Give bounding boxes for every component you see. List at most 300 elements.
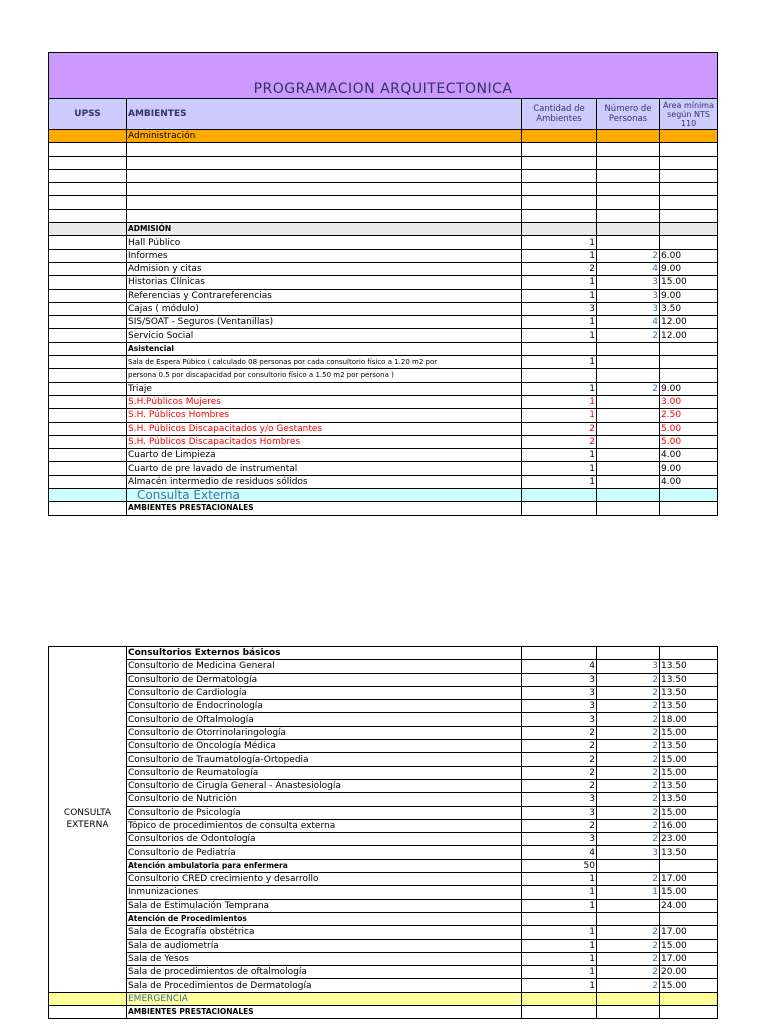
table-row bbox=[49, 753, 718, 766]
area-cell: 13.50 bbox=[660, 700, 718, 713]
ambiente-cell: Consultorio de Cirugía General - Anastesiología bbox=[127, 779, 522, 792]
ambiente-cell: Historias Clínicas bbox=[127, 276, 522, 289]
area-cell: 17.00 bbox=[660, 926, 718, 939]
upss-cell: CONSULTA EXTERNA bbox=[49, 647, 127, 993]
ambiente-cell: Tópico de procedimientos de consulta externa bbox=[127, 819, 522, 832]
area-cell: 24.00 bbox=[660, 899, 718, 912]
area-cell: 6.00 bbox=[660, 249, 718, 262]
personas-cell bbox=[597, 475, 660, 488]
upss-cell bbox=[49, 462, 127, 475]
cantidad-cell bbox=[522, 196, 597, 209]
cantidad-cell: 1 bbox=[522, 952, 597, 965]
ambiente-cell: Consultorio de Oncología Médica bbox=[127, 740, 522, 753]
personas-cell: 2 bbox=[597, 766, 660, 779]
table-row bbox=[49, 686, 718, 699]
area-cell: 17.00 bbox=[660, 952, 718, 965]
personas-cell bbox=[597, 236, 660, 249]
area-cell bbox=[660, 183, 718, 196]
cantidad-cell bbox=[522, 169, 597, 182]
table-row bbox=[49, 766, 718, 779]
table-row bbox=[49, 262, 718, 275]
upss-cell bbox=[49, 422, 127, 435]
personas-cell: 3 bbox=[597, 289, 660, 302]
upss-cell bbox=[49, 289, 127, 302]
personas-cell: 2 bbox=[597, 249, 660, 262]
cantidad-cell: 3 bbox=[522, 673, 597, 686]
ambiente-cell: Referencias y Contrareferencias bbox=[127, 289, 522, 302]
table-row bbox=[49, 409, 718, 422]
area-cell: 9.00 bbox=[660, 262, 718, 275]
table-row bbox=[49, 700, 718, 713]
table-row bbox=[49, 502, 718, 515]
personas-cell bbox=[597, 1006, 660, 1019]
personas-cell: 2 bbox=[597, 939, 660, 952]
personas-cell: 3 bbox=[597, 846, 660, 859]
table-row bbox=[49, 740, 718, 753]
ambiente-cell: S.H. Públicos Hombres bbox=[127, 409, 522, 422]
ambiente-cell: S.H.Públicos Mujeres bbox=[127, 395, 522, 408]
table-row bbox=[49, 952, 718, 965]
personas-cell bbox=[597, 342, 660, 355]
table-row bbox=[49, 859, 718, 872]
area-cell: 18.00 bbox=[660, 713, 718, 726]
area-cell: 5.00 bbox=[660, 422, 718, 435]
personas-cell bbox=[597, 435, 660, 448]
upss-cell bbox=[49, 302, 127, 315]
header-area: Área mínima según NTS 110 bbox=[660, 99, 718, 130]
ambiente-cell: Informes bbox=[127, 249, 522, 262]
cantidad-cell: 1 bbox=[522, 462, 597, 475]
header-row bbox=[49, 99, 718, 130]
personas-cell: 2 bbox=[597, 966, 660, 979]
table-row bbox=[49, 276, 718, 289]
personas-cell: 2 bbox=[597, 833, 660, 846]
upss-cell bbox=[49, 276, 127, 289]
cantidad-cell bbox=[522, 647, 597, 660]
header-ambientes: AMBIENTES bbox=[127, 99, 522, 130]
area-cell bbox=[660, 196, 718, 209]
ambiente-cell: Consultorios Externos básicos bbox=[127, 647, 522, 660]
cantidad-cell: 50 bbox=[522, 859, 597, 872]
table-row bbox=[49, 673, 718, 686]
table-row bbox=[49, 939, 718, 952]
personas-cell: 2 bbox=[597, 926, 660, 939]
cantidad-cell bbox=[522, 912, 597, 925]
personas-cell bbox=[597, 196, 660, 209]
ambiente-cell: Hall Público bbox=[127, 236, 522, 249]
ambiente-cell: SIS/SOAT - Seguros (Ventanillas) bbox=[127, 316, 522, 329]
cantidad-cell bbox=[522, 502, 597, 515]
personas-cell bbox=[597, 223, 660, 236]
area-cell: 12.00 bbox=[660, 329, 718, 342]
area-cell: 13.50 bbox=[660, 846, 718, 859]
personas-cell bbox=[597, 422, 660, 435]
area-cell: 20.00 bbox=[660, 966, 718, 979]
table-row bbox=[49, 302, 718, 315]
program-table-top bbox=[48, 52, 718, 516]
cantidad-cell: 1 bbox=[522, 886, 597, 899]
ambiente-cell: Consultorio de Endocrinología bbox=[127, 700, 522, 713]
area-cell: 17.00 bbox=[660, 873, 718, 886]
cantidad-cell bbox=[522, 209, 597, 222]
table-row bbox=[49, 833, 718, 846]
area-cell bbox=[660, 1006, 718, 1019]
area-cell bbox=[660, 169, 718, 182]
cantidad-cell: 1 bbox=[522, 409, 597, 422]
personas-cell: 2 bbox=[597, 329, 660, 342]
upss-cell bbox=[49, 236, 127, 249]
personas-cell bbox=[597, 502, 660, 515]
ambiente-cell: Sala de Estimulación Temprana bbox=[127, 899, 522, 912]
page-title: PROGRAMACION ARQUITECTONICA bbox=[253, 80, 513, 97]
cantidad-cell: 1 bbox=[522, 966, 597, 979]
cantidad-cell bbox=[522, 130, 597, 143]
ambiente-cell bbox=[127, 196, 522, 209]
area-cell bbox=[660, 342, 718, 355]
cantidad-cell: 2 bbox=[522, 422, 597, 435]
area-cell: 9.00 bbox=[660, 289, 718, 302]
ambiente-cell: Almacén intermedio de residuos sólidos bbox=[127, 475, 522, 488]
ambiente-cell: Consultorio CRED crecimiento y desarrollo bbox=[127, 873, 522, 886]
area-cell: 13.50 bbox=[660, 660, 718, 673]
table-row bbox=[49, 316, 718, 329]
upss-cell bbox=[49, 209, 127, 222]
cantidad-cell bbox=[522, 489, 597, 502]
cantidad-cell: 1 bbox=[522, 236, 597, 249]
ambiente-cell: Consultorio de Oftalmología bbox=[127, 713, 522, 726]
cantidad-cell: 2 bbox=[522, 779, 597, 792]
upss-cell bbox=[49, 356, 127, 369]
personas-cell bbox=[597, 992, 660, 1005]
personas-cell bbox=[597, 449, 660, 462]
area-cell bbox=[660, 236, 718, 249]
table-row bbox=[49, 846, 718, 859]
ambiente-cell: Administración bbox=[127, 130, 522, 143]
ambiente-cell bbox=[127, 143, 522, 156]
personas-cell: 4 bbox=[597, 262, 660, 275]
cantidad-cell: 1 bbox=[522, 289, 597, 302]
table-row bbox=[49, 462, 718, 475]
area-cell bbox=[660, 502, 718, 515]
cantidad-cell: 1 bbox=[522, 356, 597, 369]
table-row bbox=[49, 223, 718, 236]
personas-cell bbox=[597, 169, 660, 182]
table-row bbox=[49, 926, 718, 939]
area-cell: 13.50 bbox=[660, 793, 718, 806]
cantidad-cell bbox=[522, 156, 597, 169]
area-cell: 15.00 bbox=[660, 806, 718, 819]
cantidad-cell: 2 bbox=[522, 753, 597, 766]
area-cell: 16.00 bbox=[660, 819, 718, 832]
cantidad-cell bbox=[522, 1006, 597, 1019]
area-cell bbox=[660, 143, 718, 156]
personas-cell: 2 bbox=[597, 873, 660, 886]
upss-cell bbox=[49, 223, 127, 236]
cantidad-cell: 2 bbox=[522, 435, 597, 448]
area-cell: 3.50 bbox=[660, 302, 718, 315]
cantidad-cell: 2 bbox=[522, 819, 597, 832]
upss-cell bbox=[49, 395, 127, 408]
ambiente-cell: S.H. Públicos Discapacitados y/o Gestantes bbox=[127, 422, 522, 435]
personas-cell bbox=[597, 130, 660, 143]
cantidad-cell: 3 bbox=[522, 302, 597, 315]
ambiente-cell: S.H. Públicos Discapacitados Hombres bbox=[127, 435, 522, 448]
area-cell: 3.00 bbox=[660, 395, 718, 408]
header-cantidad: Cantidad de Ambientes bbox=[522, 99, 597, 130]
personas-cell bbox=[597, 462, 660, 475]
area-cell: 15.00 bbox=[660, 979, 718, 992]
cantidad-cell: 1 bbox=[522, 316, 597, 329]
upss-cell bbox=[49, 143, 127, 156]
personas-cell: 2 bbox=[597, 806, 660, 819]
area-cell bbox=[660, 369, 718, 382]
personas-cell: 2 bbox=[597, 753, 660, 766]
ambiente-cell: persona 0.5 por discapacidad por consultorio físico a 1.50 m2 por persona ) bbox=[127, 369, 522, 382]
ambiente-cell: AMBIENTES PRESTACIONALES bbox=[127, 1006, 522, 1019]
title-row bbox=[49, 53, 718, 99]
area-cell bbox=[660, 992, 718, 1005]
table-row bbox=[49, 156, 718, 169]
ambiente-cell bbox=[127, 183, 522, 196]
area-cell: 15.00 bbox=[660, 766, 718, 779]
upss-cell bbox=[49, 196, 127, 209]
upss-cell bbox=[49, 130, 127, 143]
cantidad-cell: 1 bbox=[522, 249, 597, 262]
cantidad-cell bbox=[522, 369, 597, 382]
cantidad-cell: 3 bbox=[522, 713, 597, 726]
ambiente-cell bbox=[127, 156, 522, 169]
cantidad-cell: 1 bbox=[522, 395, 597, 408]
table-row bbox=[49, 1006, 718, 1019]
cantidad-cell bbox=[522, 183, 597, 196]
upss-cell bbox=[49, 369, 127, 382]
ambiente-cell: Sala de Procedimientos de Dermatología bbox=[127, 979, 522, 992]
area-cell: 15.00 bbox=[660, 726, 718, 739]
cantidad-cell: 1 bbox=[522, 449, 597, 462]
area-cell: 9.00 bbox=[660, 462, 718, 475]
table-row bbox=[49, 992, 718, 1005]
cantidad-cell: 3 bbox=[522, 833, 597, 846]
table-row bbox=[49, 660, 718, 673]
personas-cell: 2 bbox=[597, 819, 660, 832]
area-cell: 2.50 bbox=[660, 409, 718, 422]
cantidad-cell: 2 bbox=[522, 766, 597, 779]
table-row bbox=[49, 342, 718, 355]
ambiente-cell: Asistencial bbox=[127, 342, 522, 355]
area-cell: 15.00 bbox=[660, 939, 718, 952]
table-row bbox=[49, 886, 718, 899]
table-row bbox=[49, 475, 718, 488]
ambiente-cell: Sala de Yesos bbox=[127, 952, 522, 965]
personas-cell: 2 bbox=[597, 713, 660, 726]
header-upss: UPSS bbox=[49, 99, 127, 130]
table-row bbox=[49, 806, 718, 819]
cantidad-cell bbox=[522, 992, 597, 1005]
header-personas: Número de Personas bbox=[597, 99, 660, 130]
table-row bbox=[49, 209, 718, 222]
table-row bbox=[49, 289, 718, 302]
cantidad-cell: 1 bbox=[522, 926, 597, 939]
cantidad-cell: 1 bbox=[522, 475, 597, 488]
area-cell: 23.00 bbox=[660, 833, 718, 846]
table-row bbox=[49, 713, 718, 726]
table-row bbox=[49, 249, 718, 262]
upss-cell bbox=[49, 262, 127, 275]
ambiente-cell: Consultorio de Medicina General bbox=[127, 660, 522, 673]
area-cell bbox=[660, 647, 718, 660]
upss-cell bbox=[49, 342, 127, 355]
table-row bbox=[49, 356, 718, 369]
table-row bbox=[49, 236, 718, 249]
cantidad-cell: 1 bbox=[522, 979, 597, 992]
personas-cell: 2 bbox=[597, 673, 660, 686]
ambiente-cell: EMERGENCIA bbox=[127, 992, 522, 1005]
cantidad-cell: 3 bbox=[522, 793, 597, 806]
table-row bbox=[49, 196, 718, 209]
personas-cell: 2 bbox=[597, 726, 660, 739]
area-cell: 15.00 bbox=[660, 276, 718, 289]
area-cell: 13.50 bbox=[660, 673, 718, 686]
table-row bbox=[49, 793, 718, 806]
ambiente-cell: Consultorio de Nutrición bbox=[127, 793, 522, 806]
upss-cell bbox=[49, 502, 127, 515]
table-row bbox=[49, 435, 718, 448]
table-row bbox=[49, 966, 718, 979]
area-cell bbox=[660, 912, 718, 925]
upss-cell bbox=[49, 435, 127, 448]
personas-cell bbox=[597, 489, 660, 502]
upss-cell bbox=[49, 992, 127, 1005]
table-row bbox=[49, 489, 718, 502]
area-cell: 13.50 bbox=[660, 686, 718, 699]
table-row bbox=[49, 726, 718, 739]
area-cell: 12.00 bbox=[660, 316, 718, 329]
cantidad-cell: 1 bbox=[522, 939, 597, 952]
table-row bbox=[49, 130, 718, 143]
personas-cell bbox=[597, 859, 660, 872]
ambiente-cell: Cuarto de pre lavado de instrumental bbox=[127, 462, 522, 475]
ambiente-cell: Consultorio de Pediatría bbox=[127, 846, 522, 859]
ambiente-cell: AMBIENTES PRESTACIONALES bbox=[127, 502, 522, 515]
table-row bbox=[49, 395, 718, 408]
cantidad-cell: 1 bbox=[522, 382, 597, 395]
ambiente-cell: Consultorio de Dermatología bbox=[127, 673, 522, 686]
personas-cell bbox=[597, 183, 660, 196]
personas-cell bbox=[597, 647, 660, 660]
ambiente-cell: Atención de Procedimientos bbox=[127, 912, 522, 925]
cantidad-cell bbox=[522, 223, 597, 236]
area-cell: 15.00 bbox=[660, 886, 718, 899]
personas-cell bbox=[597, 356, 660, 369]
ambiente-cell: Inmunizaciones bbox=[127, 886, 522, 899]
table-row bbox=[49, 647, 718, 660]
cantidad-cell: 2 bbox=[522, 740, 597, 753]
area-cell: 4.00 bbox=[660, 475, 718, 488]
upss-cell bbox=[49, 183, 127, 196]
personas-cell: 2 bbox=[597, 382, 660, 395]
ambiente-cell: Servicio Social bbox=[127, 329, 522, 342]
personas-cell bbox=[597, 209, 660, 222]
table-row bbox=[49, 779, 718, 792]
area-cell bbox=[660, 156, 718, 169]
ambiente-cell: Sala de Espera Púbico ( calculado 08 personas por cada consultorio físico a 1.20 m2 por bbox=[127, 356, 522, 369]
upss-cell bbox=[49, 249, 127, 262]
area-cell: 13.50 bbox=[660, 779, 718, 792]
personas-cell bbox=[597, 409, 660, 422]
ambiente-cell: Consultorio de Traumatología-Ortopedia bbox=[127, 753, 522, 766]
ambiente-cell bbox=[127, 209, 522, 222]
ambiente-cell bbox=[127, 169, 522, 182]
upss-cell bbox=[49, 409, 127, 422]
personas-cell bbox=[597, 143, 660, 156]
table-row bbox=[49, 183, 718, 196]
ambiente-cell: Consulta Externa bbox=[127, 489, 522, 502]
table-row bbox=[49, 143, 718, 156]
table-row bbox=[49, 899, 718, 912]
title-cell bbox=[49, 53, 718, 99]
personas-cell: 2 bbox=[597, 952, 660, 965]
area-cell bbox=[660, 223, 718, 236]
area-cell bbox=[660, 209, 718, 222]
cantidad-cell: 3 bbox=[522, 686, 597, 699]
area-cell: 4.00 bbox=[660, 449, 718, 462]
area-cell bbox=[660, 859, 718, 872]
ambiente-cell: Atención ambulatoria para enfermera bbox=[127, 859, 522, 872]
personas-cell bbox=[597, 899, 660, 912]
table-row bbox=[49, 329, 718, 342]
cantidad-cell: 1 bbox=[522, 329, 597, 342]
personas-cell: 2 bbox=[597, 779, 660, 792]
cantidad-cell: 1 bbox=[522, 276, 597, 289]
personas-cell: 2 bbox=[597, 979, 660, 992]
cantidad-cell: 1 bbox=[522, 899, 597, 912]
table-row bbox=[49, 819, 718, 832]
personas-cell: 2 bbox=[597, 686, 660, 699]
cantidad-cell bbox=[522, 143, 597, 156]
table-row bbox=[49, 873, 718, 886]
ambiente-cell: Admision y citas bbox=[127, 262, 522, 275]
ambiente-cell: Consultorio de Cardiología bbox=[127, 686, 522, 699]
personas-cell: 4 bbox=[597, 316, 660, 329]
table-row bbox=[49, 382, 718, 395]
personas-cell: 1 bbox=[597, 886, 660, 899]
table-row bbox=[49, 912, 718, 925]
cantidad-cell: 4 bbox=[522, 660, 597, 673]
upss-cell bbox=[49, 382, 127, 395]
ambiente-cell: Consultorio de Reumatología bbox=[127, 766, 522, 779]
cantidad-cell: 2 bbox=[522, 726, 597, 739]
area-cell: 9.00 bbox=[660, 382, 718, 395]
ambiente-cell: Triaje bbox=[127, 382, 522, 395]
area-cell: 5.00 bbox=[660, 435, 718, 448]
upss-cell bbox=[49, 449, 127, 462]
ambiente-cell: Consultorio de Otorrinolaringología bbox=[127, 726, 522, 739]
table-row bbox=[49, 369, 718, 382]
upss-cell bbox=[49, 156, 127, 169]
area-cell bbox=[660, 130, 718, 143]
cantidad-cell: 1 bbox=[522, 873, 597, 886]
ambiente-cell: Cuarto de Limpieza bbox=[127, 449, 522, 462]
ambiente-cell: ADMISIÓN bbox=[127, 223, 522, 236]
upss-cell bbox=[49, 489, 127, 502]
upss-cell bbox=[49, 329, 127, 342]
area-cell: 15.00 bbox=[660, 753, 718, 766]
ambiente-cell: Sala de procedimientos de oftalmología bbox=[127, 966, 522, 979]
table-row bbox=[49, 449, 718, 462]
ambiente-cell: Consultorios de Odontología bbox=[127, 833, 522, 846]
personas-cell: 3 bbox=[597, 276, 660, 289]
program-table-bottom bbox=[48, 646, 718, 1019]
